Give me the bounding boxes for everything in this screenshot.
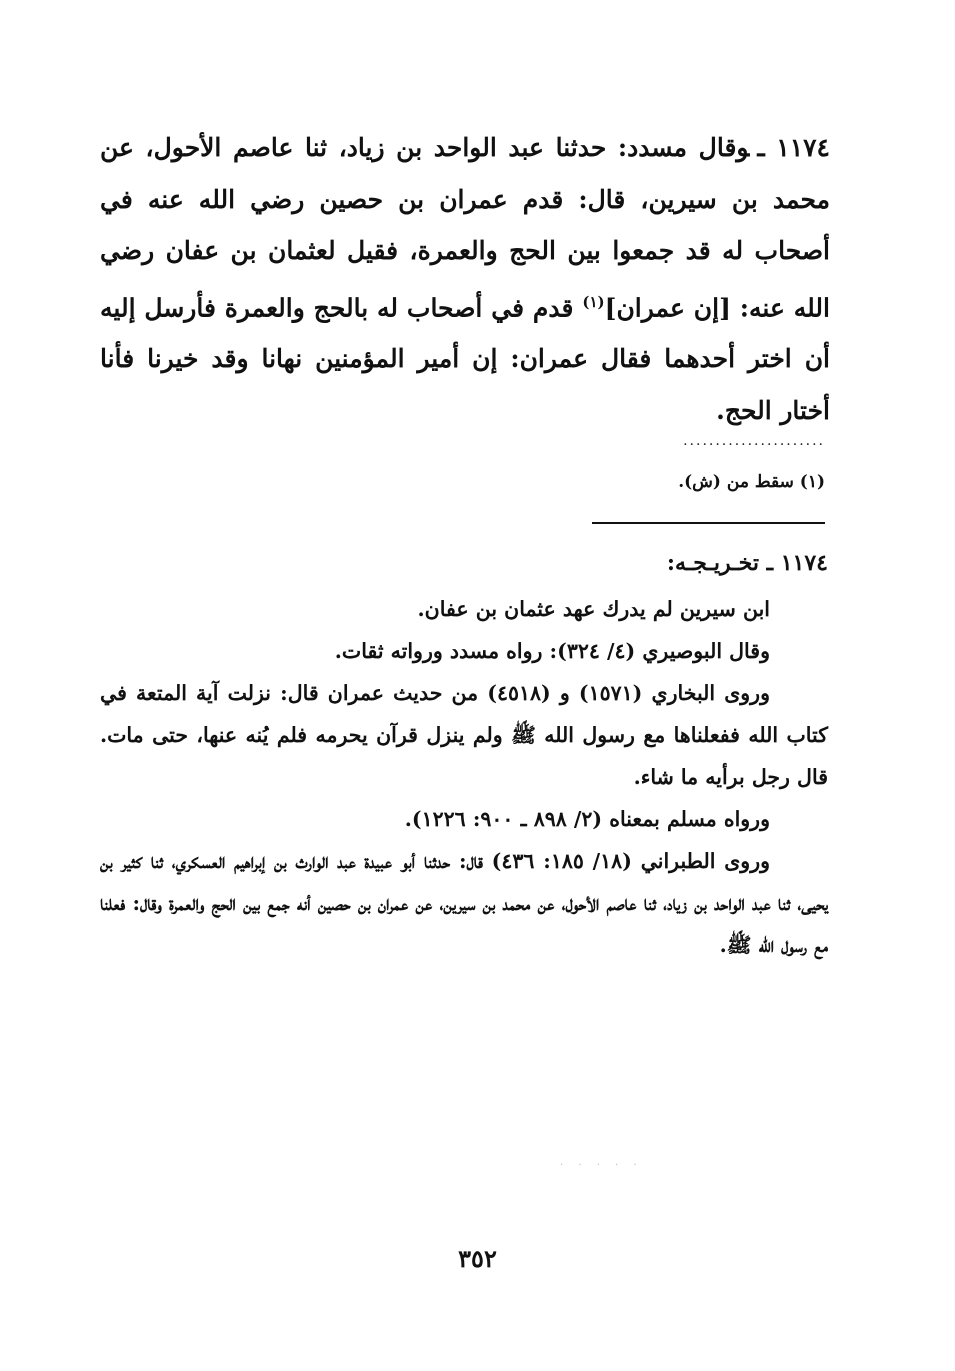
takhrij-paragraph: وروى الطبراني (١٨/ ١٨٥: ٤٣٦) قال: حدثنا أبو عبيدة عبد الوارث بن إبراهيم العسكري، ثنا كثير بن يحيى، ثنا عبد الواحد بن زياد، ثنا عاصم الأحول، عن محمد بن سيرين، عن عمران بن حصين أنه جمع بين الحج والعمرة وقال: فعلنا مع رسول الله ﷺ. xyxy=(100,849,828,957)
hadith-text-before-note: وقال مسدد: حدثنا عبد الواحد بن زياد، ثنا عاصم الأحول، عن محمد بن سيرين، قال: قدم عمران بن حصين رضي الله عنه في أصحاب له قد جمعوا بين الحج والعمرة، فقيل لعثمان بن عفان رضي الله عنه: [إن عمران] xyxy=(100,133,831,322)
footnote-separator: ...................... xyxy=(683,436,825,446)
takhrij-paragraph: وروى البخاري (١٥٧١) و (٤٥١٨) من حديث عمران قال: نزلت آية المتعة في كتاب الله ففعلناها مع رسول الله ﷺ ولم ينزل قرآن يحرمه فلم يُنه عنها، حتى مات. قال رجل برأيه ما شاء. xyxy=(100,681,828,789)
takhrij-paragraph: وقال البوصيري (٤/ ٣٢٤): رواه مسدد ورواته ثقات. xyxy=(334,639,770,663)
takhrij-heading xyxy=(100,542,828,584)
footnote: (١) سقط من (ش). xyxy=(678,472,825,492)
takhrij-paragraph: ابن سيرين لم يدرك عهد عثمان بن عفان. xyxy=(417,597,770,621)
scan-specks: · · · · · xyxy=(560,1160,643,1170)
section-divider xyxy=(592,522,825,524)
page-number: ٣٥٢ xyxy=(458,1244,497,1273)
hadith-paragraph xyxy=(100,122,830,436)
footnote-marker: (١) xyxy=(582,292,605,311)
hadith-text-after-note: قدم في أصحاب له بالحج والعمرة فأرسل إليه أن اختر أحدهما فقال عمران: إن أمير المؤمنين نهانا وقد خيرنا فأنا أختار الحج. xyxy=(100,292,830,425)
takhrij-number: ١١٧٤ ـ xyxy=(766,550,828,576)
hadith-text xyxy=(100,122,830,436)
takhrij-section xyxy=(100,542,828,966)
takhrij-paragraph: ورواه مسلم بمعناه (٢/ ٨٩٨ ـ ٩٠٠: ١٢٢٦). xyxy=(404,807,770,831)
hadith-number: ١١٧٤ ـ xyxy=(757,133,830,162)
takhrij-title: تخـريـجـه: xyxy=(666,550,759,576)
